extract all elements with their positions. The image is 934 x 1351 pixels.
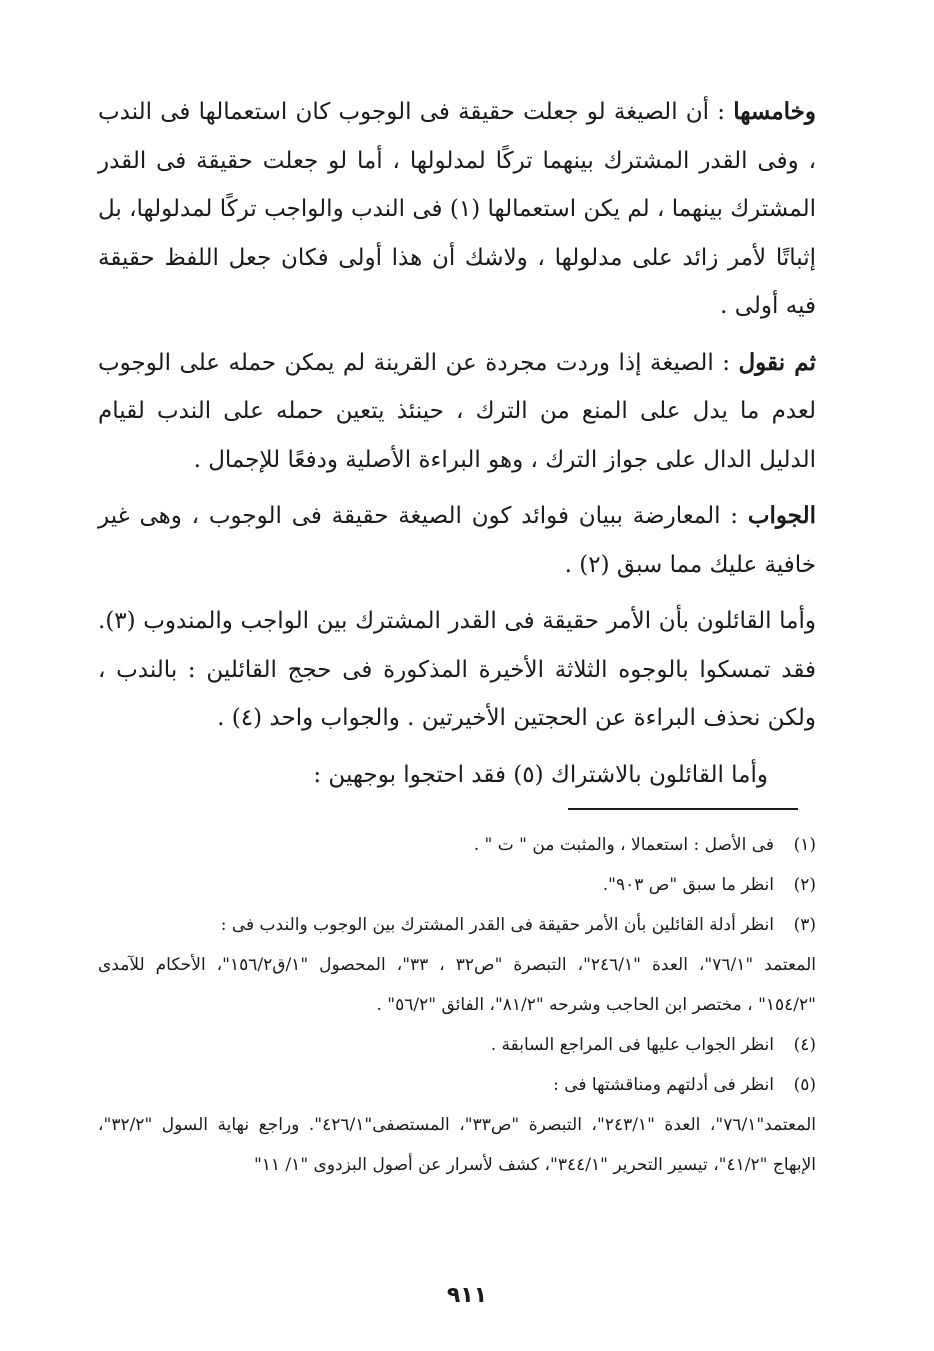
paragraph-text: : المعارضة ببيان فوائد كون الصيغة حقيقة فى الوجوب ، وهى غير خافية عليك مما سبق (98, 503, 816, 578)
footnote-5 (98, 1065, 816, 1105)
footnote-1 (98, 825, 816, 865)
paragraph-text: فى الندب والواجب تركًا لمدلولها، بل إثباتًا لأمر زائد على مدلولها ، ولاشك أن هذا أولى فكان جعل اللفظ حقيقة فيه أولى . (97, 196, 816, 319)
footnote-2 (98, 865, 816, 905)
paragraph-lead: وخامسها (733, 98, 816, 125)
footnote-number: (٥) (793, 1075, 816, 1095)
footnote-4 (98, 1025, 816, 1065)
paragraph-thumma-naqul (98, 339, 816, 485)
footnote-text: انظر الجواب عليها فى المراجع السابقة . (490, 1035, 774, 1055)
footnote-ref: (٤) (231, 705, 263, 731)
paragraph-khamisuha (98, 88, 816, 331)
footnote-number: (٢) (793, 875, 816, 895)
paragraph-text: : أن الصيغة لو جعلت حقيقة فى الوجوب كان استعمالها فى الندب ، وفى القدر المشترك بينهما تركًا لمدلولها ، أما لو جعلت حقيقة فى القدر المشترك بينهما ، لم يكن استعمالها (98, 99, 816, 222)
paragraph-text: . (217, 705, 232, 731)
footnote-number: (١) (793, 835, 816, 855)
paragraph-lead: الجواب (747, 502, 816, 529)
footnote-text: انظر أدلة القائلين بأن الأمر حقيقة فى القدر المشترك بين الوجوب والندب فى : (220, 915, 774, 935)
footnote-number: (٣) (793, 915, 816, 935)
paragraph-lead: ثم نقول (738, 348, 816, 376)
footnote-text: انظر فى أدلتهم ومناقشتها فى : (553, 1075, 774, 1095)
paragraph-text: فقد احتجوا بوجهين : (313, 761, 514, 788)
footnote-ref: (١) (449, 196, 481, 222)
footnote-ref: (٣) (105, 608, 136, 634)
footnotes (98, 825, 816, 1185)
footnote-text: فى الأصل : استعمالا ، والمثبت من " ت " . (473, 835, 774, 855)
footnote-divider (568, 808, 798, 810)
footnote-3 (98, 905, 816, 945)
footnote-text: انظر ما سبق "ص ٩٠٣". (602, 875, 774, 895)
paragraph-text: . فقد تمسكوا بالوجوه الثلاثة الأخيرة المذكورة فى حجج القائلين : بالندب ، ولكن نحذف البراءة عن الحجتين الأخيرتين . والجواب واحد (98, 608, 816, 731)
footnote-number: (٤) (793, 1035, 816, 1055)
paragraph-text: وأما القائلون بالاشتراك (543, 761, 768, 788)
paragraph-text: وأما القائلون بأن الأمر حقيقة فى القدر المشترك بين الواجب والمندوب (135, 608, 816, 634)
paragraph-qailun-mushtarak (98, 597, 816, 743)
footnote-3-references: المعتمد "٧٦/١"، العدة "٢٤٦/١"، التبصرة "ص٣٢ ، ٣٣"، المحصول "١/ق١٥٦/٢"، الأحكام للآمدى "١٥٤/٢" ، مختصر ابن الحاجب وشرحه "٨١/٢"، الفائق "٥٦/٢" . (98, 955, 816, 1015)
footnote-ref: (٥) (513, 761, 544, 788)
page-number: ٩١١ (446, 1283, 488, 1308)
paragraph-text: . (564, 551, 580, 578)
footnote-ref: (٢) (579, 551, 610, 578)
paragraph-text: : الصيغة إذا وردت مجردة عن القرينة لم يمكن حمله على الوجوب لعدم ما يدل على المنع من الترك ، حينئذ يتعين حمله على الندب لقيام الدليل الدال على جواز الترك ، وهو البراءة الأصلية ودفعًا للإجمال . (98, 349, 816, 473)
main-text (98, 88, 816, 807)
paragraph-qailun-ishtirak (98, 751, 816, 800)
footnote-5-references: المعتمد"٧٦/١"، العدة "٢٤٣/١"، التبصرة "ص٣٣"، المستصفى"٤٢٦/١". وراجع نهاية السول "٣٢/٢"، الإبهاج "٤١/٢"، تيسير التحرير "٣٤٤/١"، كشف لأسرار عن أصول البزدوى "١/ ١١" (98, 1115, 816, 1175)
paragraph-al-jawab (98, 492, 816, 589)
